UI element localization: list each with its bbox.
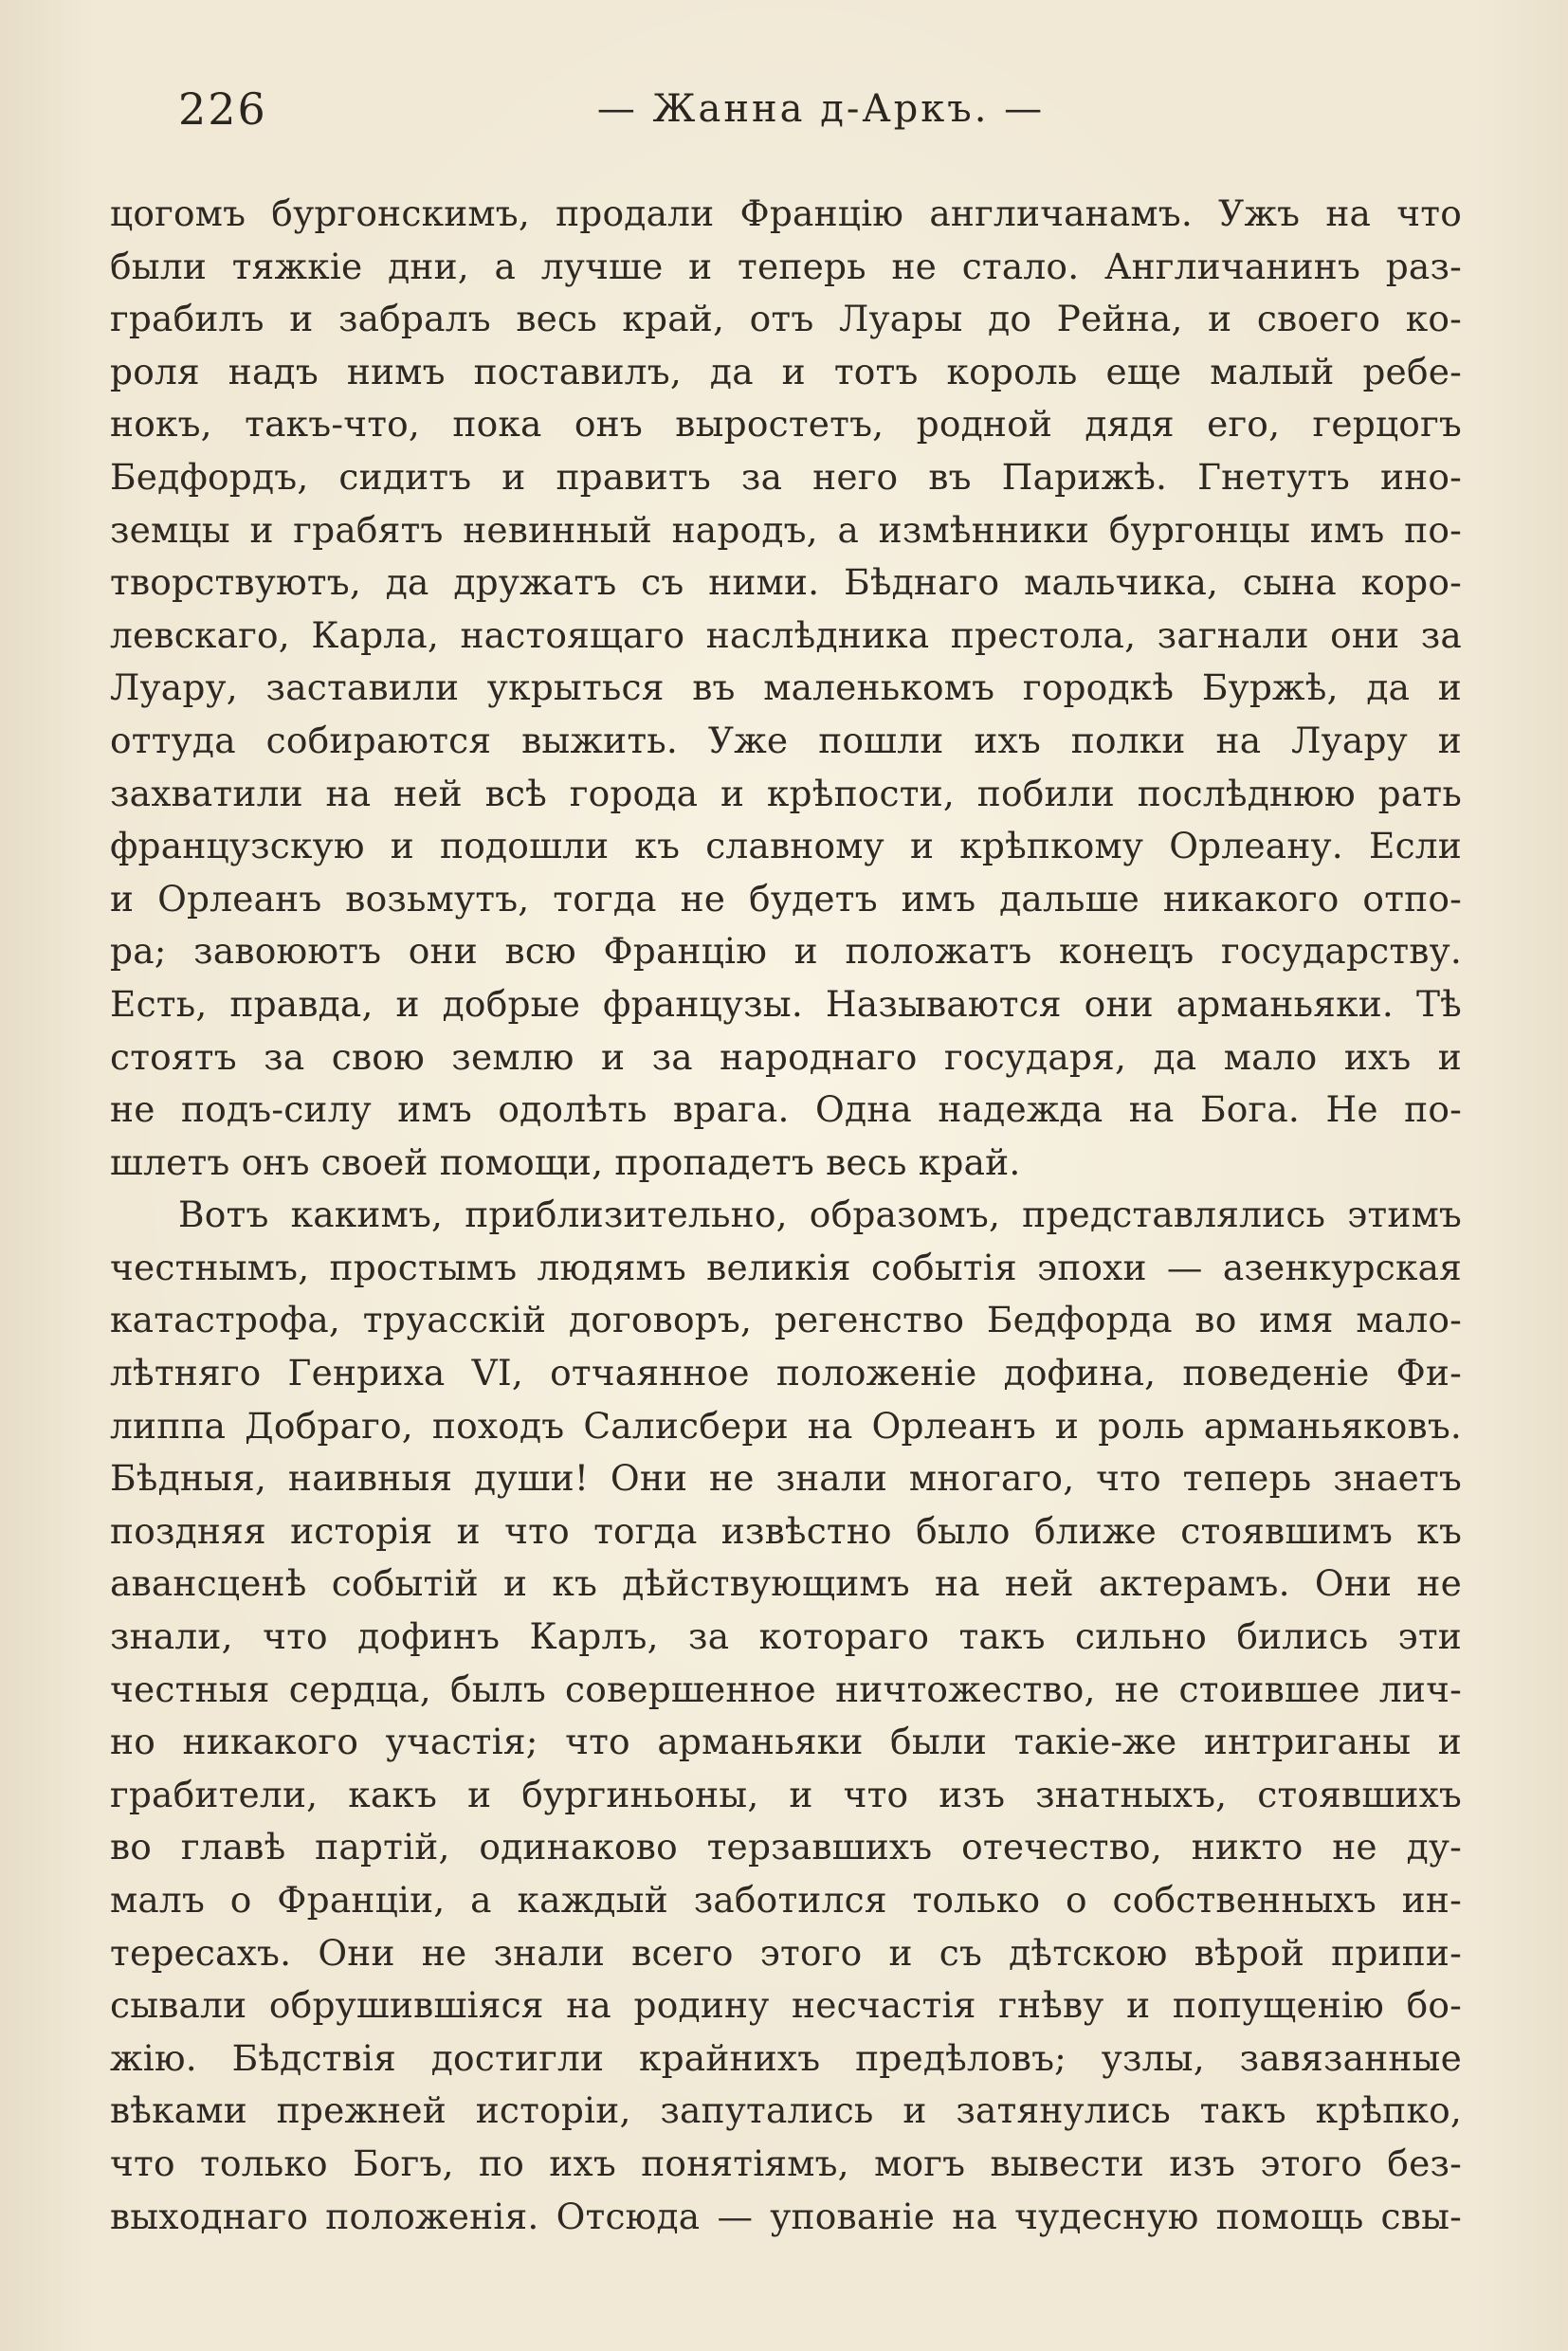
text-line: честныя сердца, былъ совершенное ничтожество, не стоившее лич- bbox=[110, 1668, 1462, 1710]
running-title: — Жанна д-Аркъ. — bbox=[596, 87, 1046, 131]
text-line: нокъ, такъ-что, пока онъ выростетъ, родной дядя его, герцогъ bbox=[110, 403, 1462, 446]
text-line: что только Богъ, по ихъ понятіямъ, могъ вывести изъ этого без- bbox=[110, 2141, 1462, 2184]
text-line: Бедфордъ, сидитъ и правитъ за него въ Парижѣ. Гнетутъ ино- bbox=[110, 455, 1462, 498]
text-line: липпа Добраго, походъ Салисбери на Орлеанъ и роль арманьяковъ. bbox=[110, 1404, 1462, 1447]
text-line: честнымъ, простымъ людямъ великія событія эпохи — азенкурская bbox=[110, 1246, 1462, 1288]
text-line: авансценѣ событій и къ дѣйствующимъ на ней актерамъ. Они не bbox=[110, 1562, 1462, 1605]
text-line: захватили на ней всѣ города и крѣпости, побили послѣднюю рать bbox=[110, 772, 1462, 814]
text-line: знали, что дофинъ Карлъ, за котораго такъ сильно бились эти bbox=[110, 1615, 1462, 1658]
text-line: оттуда собираются выжить. Уже пошли ихъ полки на Луару и bbox=[110, 719, 1462, 761]
paragraph-start-line: Вотъ какимъ, приблизительно, образомъ, представлялись этимъ bbox=[178, 1194, 1462, 1236]
text-line: стоятъ за свою землю и за народнаго государя, да мало ихъ и bbox=[110, 1035, 1462, 1078]
text-line: тересахъ. Они не знали всего этого и съ дѣтскою вѣрой припи- bbox=[110, 1931, 1462, 1974]
text-line: катастрофа, труасскій договоръ, регенство Бедфорда во имя мало- bbox=[110, 1299, 1462, 1341]
text-line: грабилъ и забралъ весь край, отъ Луары до Рейна, и своего ко- bbox=[110, 298, 1462, 340]
text-line: роля надъ нимъ поставилъ, да и тотъ король еще малый ребе- bbox=[110, 350, 1462, 392]
text-line: Есть, правда, и добрые французы. Называются они арманьяки. Тѣ bbox=[110, 982, 1462, 1025]
text-line: Луару, заставили укрыться въ маленькомъ городкѣ Буржѣ, да и bbox=[110, 666, 1462, 709]
text-line: во главѣ партій, одинаково терзавшихъ отечество, никто не ду- bbox=[110, 1826, 1462, 1868]
text-line: лѣтняго Генриха VI, отчаянное положеніе дофина, поведеніе Фи- bbox=[110, 1352, 1462, 1394]
paragraph-end-line: шлетъ онъ своей помощи, пропадетъ весь край. bbox=[110, 1140, 1021, 1183]
text-line: ра; завоюютъ они всю Францію и положатъ конецъ государству. bbox=[110, 930, 1462, 973]
text-line: поздняя исторія и что тогда извѣстно было ближе стоявшимъ къ bbox=[110, 1509, 1462, 1552]
text-line: земцы и грабятъ невинный народъ, а измѣнники бургонцы имъ по- bbox=[110, 508, 1462, 551]
text-line: вѣками прежней исторіи, запутались и затянулись такъ крѣпко, bbox=[110, 2089, 1462, 2132]
text-line: творствуютъ, да дружатъ съ ними. Бѣднаго мальчика, сына коро- bbox=[110, 561, 1462, 604]
text-line: были тяжкіе дни, а лучше и теперь не стало. Англичанинъ раз- bbox=[110, 245, 1462, 287]
text-line: французскую и подошли къ славному и крѣпкому Орлеану. Если bbox=[110, 825, 1462, 867]
page-number: 226 bbox=[178, 83, 267, 135]
text-line: грабители, какъ и бургиньоны, и что изъ знатныхъ, стоявшихъ bbox=[110, 1773, 1462, 1815]
text-line: левскаго, Карла, настоящаго наслѣдника престола, загнали они за bbox=[110, 613, 1462, 656]
text-line: сывали обрушившіяся на родину несчастія гнѣву и попущенію бо- bbox=[110, 1984, 1462, 2027]
text-line: не подъ-силу имъ одолѣть врага. Одна надежда на Бога. Не по- bbox=[110, 1088, 1462, 1131]
text-line: цогомъ бургонскимъ, продали Францію англичанамъ. Ужъ на что bbox=[110, 192, 1462, 234]
text-line: и Орлеанъ возьмутъ, тогда не будетъ имъ дальше никакого отпо- bbox=[110, 877, 1462, 920]
text-line: жію. Бѣдствія достигли крайнихъ предѣловъ; узлы, завязанные bbox=[110, 2036, 1462, 2079]
text-line: Бѣдныя, наивныя души! Они не знали многаго, что теперь знаетъ bbox=[110, 1457, 1462, 1500]
text-line: малъ о Франціи, а каждый заботился только о собственныхъ ин- bbox=[110, 1879, 1462, 1921]
running-head bbox=[178, 83, 1464, 150]
text-line: но никакого участія; что арманьяки были такіе-же интриганы и bbox=[110, 1721, 1462, 1763]
body-text bbox=[110, 188, 1462, 2243]
text-line: выходнаго положенія. Отсюда — упованіе на чудесную помощь свы- bbox=[110, 2195, 1462, 2237]
